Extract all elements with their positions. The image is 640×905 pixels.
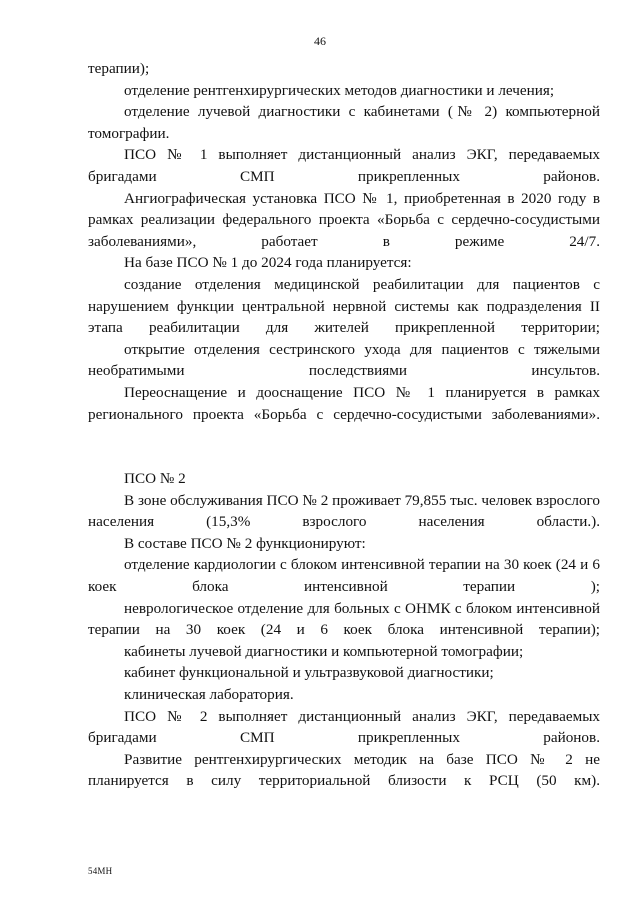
paragraph: клиническая лаборатория. <box>124 686 294 704</box>
paragraph: На базе ПСО № 1 до 2024 года планируется: <box>124 254 412 272</box>
paragraph: отделение лучевой диагностики с кабинетами (№ 2) компьютерной томографии. <box>88 103 600 142</box>
section-heading: ПСО № 2 <box>124 470 186 488</box>
paragraph: отделение рентгенхирургических методов диагностики и лечения; <box>124 81 555 99</box>
paragraph: терапии); <box>88 60 150 77</box>
section-gap <box>88 425 600 468</box>
footer-code: 54МН <box>88 866 113 876</box>
paragraph: Переоснащение и дооснащение ПСО № 1 планируется в рамках регионального проекта «Борьба с сердечно-сосудистыми заболеваниями». <box>88 383 600 423</box>
paragraph: открытие отделения сестринского ухода для пациентов с тяжелыми необратимыми последствиями инсультов. <box>88 340 600 380</box>
paragraph: В зоне обслуживания ПСО № 2 проживает 79,855 тыс. человек взрослого населения (15,3% взрослого населения области.). <box>88 491 600 531</box>
document-body <box>88 58 600 792</box>
paragraph: ПСО № 1 выполняет дистанционный анализ ЭКГ, передаваемых бригадами СМП прикрепленных районов. <box>88 146 600 185</box>
paragraph: создание отделения медицинской реабилитации для пациентов с нарушением функции центральной нервной системы как подразделения II этапа реабилитации для жителей прикрепленной территории; <box>88 275 600 337</box>
paragraph: Развитие рентгенхирургических методик на базе ПСО № 2 не планируется в силу территориальной близости к РСЦ (50 км). <box>88 750 600 790</box>
section-psp2 <box>88 490 600 792</box>
paragraph: отделение кардиологии с блоком интенсивной терапии на 30 коек (24 и 6 коек блока интенсивной терапии ); <box>88 556 600 596</box>
page-number: 46 <box>314 34 326 48</box>
paragraph: ПСО № 2 выполняет дистанционный анализ ЭКГ, передаваемых бригадами СМП прикрепленных районов. <box>88 707 600 747</box>
paragraph: Ангиографическая установка ПСО № 1, приобретенная в 2020 году в рамках реализации федерального проекта «Борьба с сердечно-сосудистыми заболеваниями», работает в режиме 24/7. <box>88 189 600 250</box>
paragraph: В составе ПСО № 2 функционируют: <box>124 534 366 552</box>
paragraph: кабинет функциональной и ультразвуковой диагностики; <box>124 664 494 682</box>
paragraph: неврологическое отделение для больных с ОНМК с блоком интенсивной терапии на 30 коек (24 и 6 коек блока интенсивной терапии); <box>88 599 600 639</box>
paragraph: кабинеты лучевой диагностики и компьютерной томографии; <box>124 642 524 660</box>
section-psp1-continuation <box>88 58 600 425</box>
